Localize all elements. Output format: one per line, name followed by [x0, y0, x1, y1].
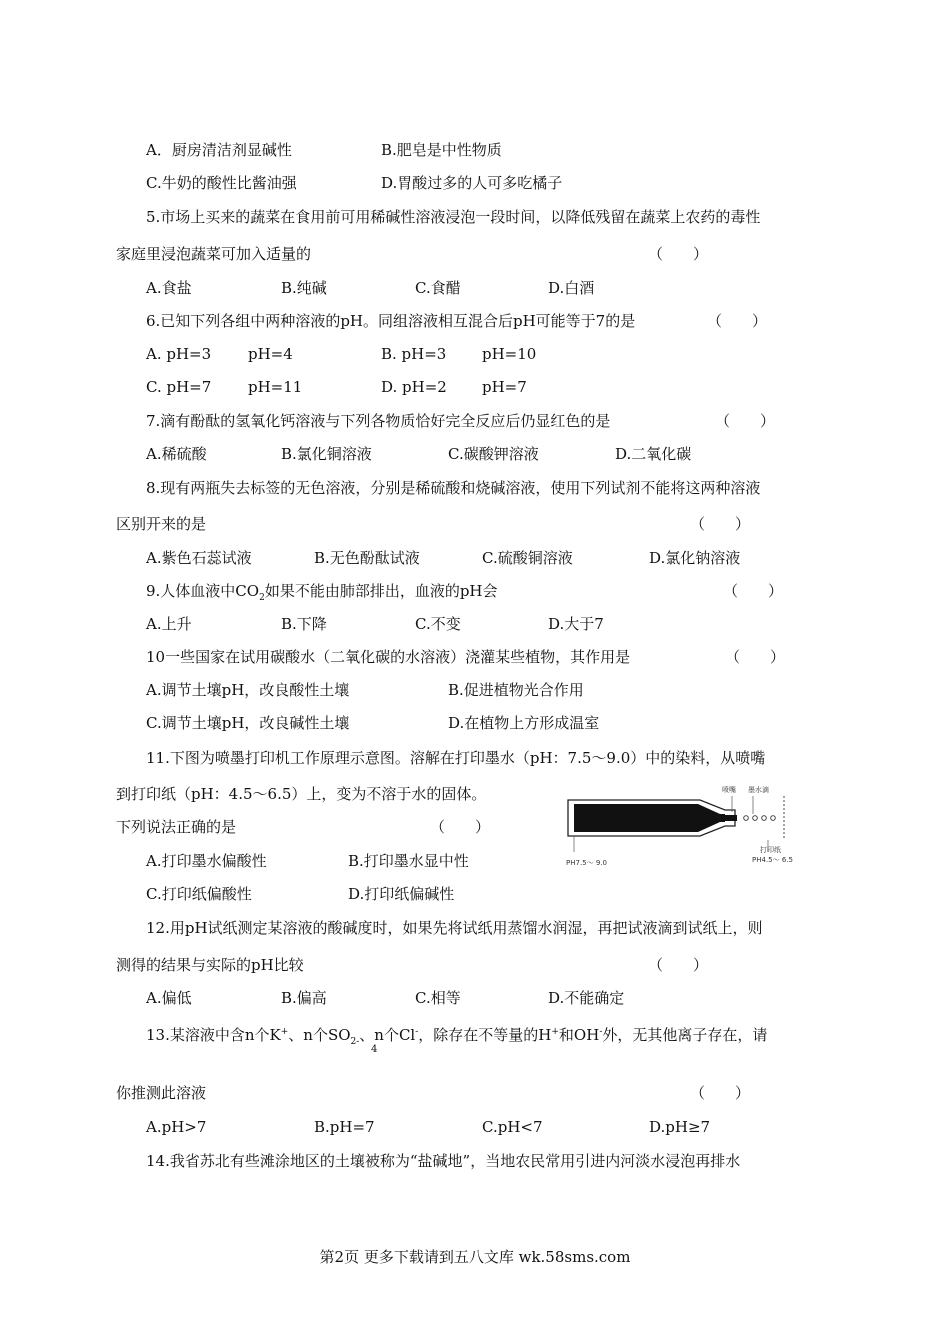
q13-option-a: A.pH>7	[146, 1118, 207, 1136]
q4-option-a: A．厨房清洁剂显碱性	[146, 141, 292, 159]
q9-co2-subscript: 2	[259, 593, 265, 603]
q9-option-c: C.不变	[415, 615, 461, 633]
q8-option-d: D.氯化钠溶液	[649, 549, 741, 567]
q6-option-c-first: C. pH=7	[146, 378, 212, 396]
q13-text-2: 、n个SO	[288, 1026, 351, 1044]
q13-answer-paren: （ ）	[690, 1084, 751, 1102]
q7-option-d: D.二氧化碳	[615, 445, 692, 463]
q11-stem-line3: 下列说法正确的是	[116, 818, 237, 836]
q12-stem-line2: 测得的结果与实际的pH比较	[116, 956, 304, 974]
q8-option-b: B.无色酚酞试液	[314, 549, 420, 567]
q11-stem-line1: 11.下图为喷墨打印机工作原理示意图。溶解在打印墨水（pH：7.5～9.0）中的染料，从喷嘴	[146, 749, 766, 767]
q11-answer-paren: （ ）	[430, 818, 491, 836]
q13-k-charge: +	[280, 1027, 289, 1037]
q6-answer-paren: （ ）	[707, 312, 768, 330]
q12-option-d: D.不能确定	[548, 989, 625, 1007]
ink-drop-label: 墨水滴	[748, 786, 769, 794]
q8-answer-paren: （ ）	[690, 515, 751, 533]
q5-option-b: B.纯碱	[281, 279, 327, 297]
q12-option-a: A.偏低	[146, 989, 192, 1007]
q11-option-d: D.打印纸偏碱性	[348, 885, 455, 903]
q12-option-b: B.偏高	[281, 989, 327, 1007]
q7-option-a: A.稀硫酸	[146, 445, 207, 463]
q10-option-b: B.促进植物光合作用	[448, 681, 584, 699]
q13-text-3: 、n个Cl	[359, 1026, 416, 1044]
q4-option-d: D.胃酸过多的人可多吃橘子	[381, 174, 563, 192]
nozzle-tip	[725, 815, 737, 821]
q5-option-d: D.白酒	[548, 279, 595, 297]
q9-stem-pre: 9.人体血液中CO	[146, 582, 260, 600]
q6-option-d-second: pH=7	[482, 378, 527, 396]
q5-stem-line1: 5.市场上买来的蔬菜在食用前可用稀碱性溶液浸泡一段时间，以降低残留在蔬菜上农药的毒性	[146, 208, 761, 226]
q12-answer-paren: （ ）	[648, 956, 709, 974]
q5-stem-line2: 家庭里浸泡蔬菜可加入适量的	[116, 245, 312, 263]
q13-so4-subscript: 4	[371, 1044, 378, 1055]
q11-option-c: C.打印纸偏酸性	[146, 885, 252, 903]
q13-h-charge: +	[551, 1027, 559, 1037]
q13-stem-line1	[146, 1022, 767, 1052]
q8-stem-line1: 8.现有两瓶失去标签的无色溶液，分别是稀硫酸和烧碱溶液，使用下列试剂不能将这两种溶液	[146, 479, 761, 497]
q13-cl-charge: -	[415, 1027, 419, 1037]
q9-answer-paren: （ ）	[723, 582, 784, 600]
q5-answer-paren: （ ）	[648, 245, 709, 263]
q9-option-d: D.大于7	[548, 615, 604, 633]
q9-stem-post: 如果不能由肺部排出，血液的pH会	[264, 582, 498, 600]
paper-label: 打印纸	[760, 846, 781, 854]
q6-option-b-second: pH=10	[482, 345, 537, 363]
q8-option-a: A.紫色石蕊试液	[146, 549, 252, 567]
q11-option-b: B.打印墨水显中性	[348, 852, 469, 870]
q13-option-c: C.pH<7	[482, 1118, 543, 1136]
q8-stem-line2: 区别开来的是	[116, 515, 207, 533]
q6-option-a-second: pH=4	[248, 345, 293, 363]
q10-option-a: A.调节土壤pH，改良酸性土壤	[146, 681, 350, 699]
q4-option-c: C.牛奶的酸性比酱油强	[146, 174, 297, 192]
q6-option-a-first: A. pH=3	[146, 345, 212, 363]
ink-ph-label: PH7.5～ 9.0	[566, 859, 607, 867]
q7-option-b: B.氯化铜溶液	[281, 445, 372, 463]
q12-stem-line1: 12.用pH试纸测定某溶液的酸碱度时，如果先将试纸用蒸馏水润湿，再把试液滴到试纸上，则	[146, 919, 763, 937]
q5-option-a: A.食盐	[146, 279, 192, 297]
q13-text-1: 13.某溶液中含n个K	[146, 1026, 281, 1044]
q10-answer-paren: （ ）	[725, 648, 786, 666]
q13-so4-charge: 2-	[350, 1037, 360, 1047]
q11-stem-line2: 到打印纸（pH：4.5～6.5）上，变为不溶于水的固体。	[116, 785, 487, 803]
q7-answer-paren: （ ）	[715, 412, 776, 430]
q7-stem: 7.滴有酚酞的氢氧化钙溶液与下列各物质恰好完全反应后仍显红色的是	[146, 412, 611, 430]
q13-text-5: 和OH	[558, 1026, 600, 1044]
q8-option-c: C.硫酸铜溶液	[482, 549, 573, 567]
q6-option-c-second: pH=11	[248, 378, 303, 396]
q13-oh-charge: -	[599, 1027, 603, 1037]
q10-stem: 10一些国家在试用碳酸水（二氧化碳的水溶液）浇灌某些植物，其作用是	[146, 648, 631, 666]
ink-drop	[762, 816, 767, 821]
q13-stem-line2: 你推测此溶液	[116, 1084, 207, 1102]
q9-option-b: B.下降	[281, 615, 327, 633]
q6-option-d-first: D. pH=2	[381, 378, 447, 396]
page-footer: 第2页 更多下载请到五八文库 wk.58sms.com	[319, 1248, 631, 1266]
q4-option-b: B.肥皂是中性物质	[381, 141, 502, 159]
ink-drop	[753, 816, 758, 821]
q5-option-c: C.食醋	[415, 279, 461, 297]
q13-text-4: ，除存在不等量的H	[418, 1026, 552, 1044]
paper-ph-label: PH4.5～ 6.5	[752, 856, 793, 864]
q6-option-b-first: B. pH=3	[381, 345, 447, 363]
q9-option-a: A.上升	[146, 615, 192, 633]
q11-option-a: A.打印墨水偏酸性	[146, 852, 267, 870]
q10-option-c: C.调节土壤pH，改良碱性土壤	[146, 714, 350, 732]
ink-drop	[771, 816, 776, 821]
nozzle-label: 喷嘴	[722, 786, 736, 794]
q13-option-d: D.pH≥7	[649, 1118, 711, 1136]
q6-stem: 6.已知下列各组中两种溶液的pH。同组溶液相互混合后pH可能等于7的是	[146, 312, 636, 330]
q12-option-c: C.相等	[415, 989, 461, 1007]
q13-option-b: B.pH=7	[314, 1118, 375, 1136]
ink-drop	[744, 816, 749, 821]
q13-text-6: 外，无其他离子存在，请	[602, 1026, 768, 1044]
ink-body	[574, 804, 725, 832]
q14-stem-line1: 14.我省苏北有些滩涂地区的土壤被称为“盐碱地”，当地农民常用引进内河淡水浸泡再排水	[146, 1152, 741, 1170]
q10-option-d: D.在植物上方形成温室	[448, 714, 600, 732]
inkjet-printer-diagram	[560, 782, 810, 872]
q7-option-c: C.碳酸钾溶液	[448, 445, 539, 463]
q9-stem	[146, 581, 498, 608]
